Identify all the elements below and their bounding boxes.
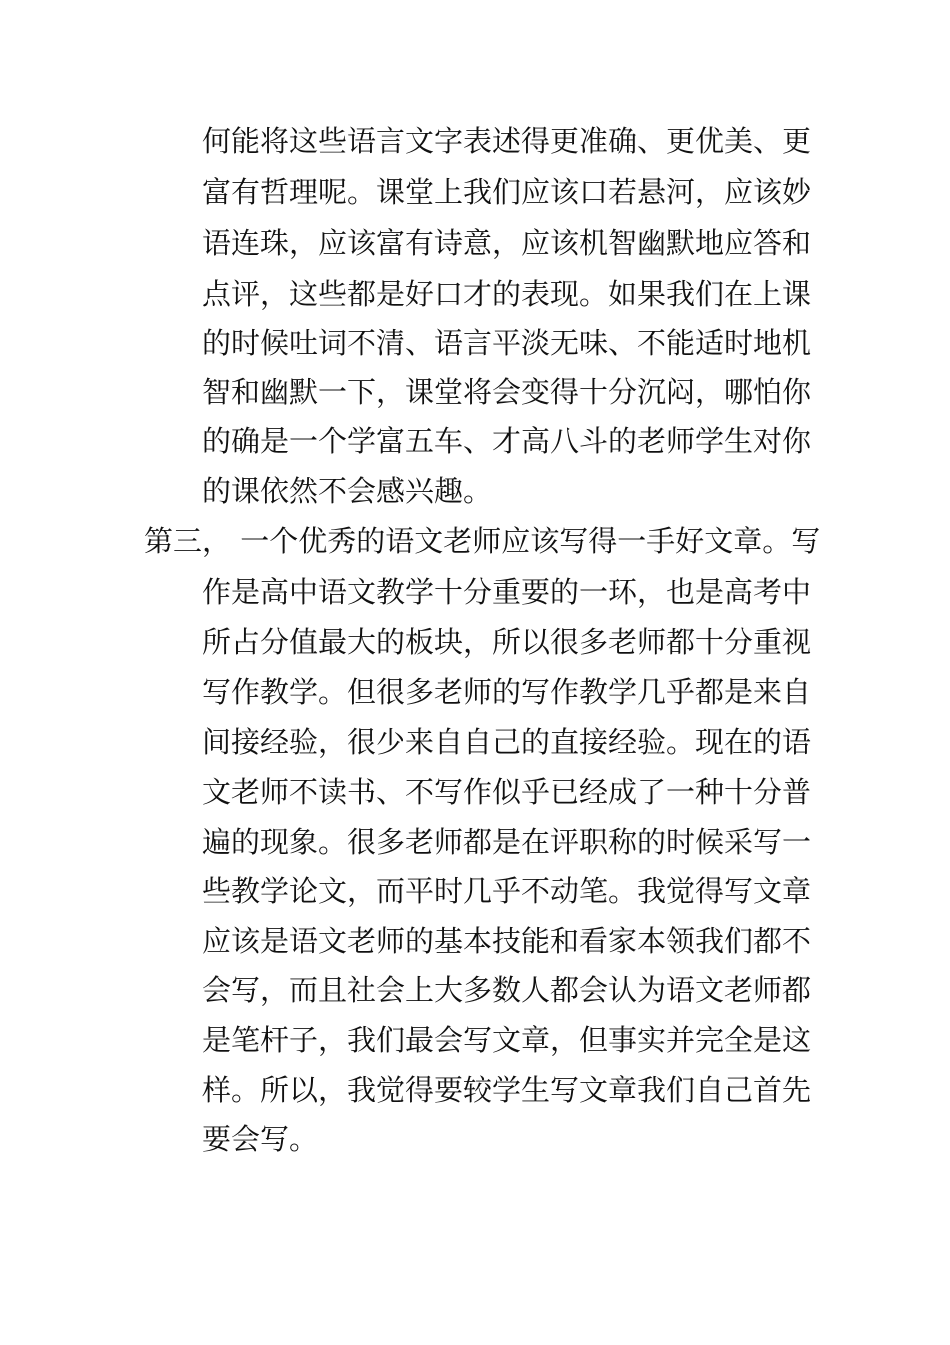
paragraph-2-line-3: 所占分值最大的板块，所以很多老师都十分重视 [202, 625, 812, 659]
paragraph-1-line-3: 语连珠，应该富有诗意，应该机智幽默地应答和 [202, 226, 812, 260]
paragraph-2-line-8: 些教学论文，而平时几乎不动笔。我觉得写文章 [202, 874, 812, 908]
paragraph-2-line-9: 应该是语文老师的基本技能和看家本领我们都不 [202, 924, 812, 958]
paragraph-1-line-7: 的确是一个学富五车、才高八斗的老师学生对你 [202, 424, 812, 458]
paragraph-2-line-4: 写作教学。但很多老师的写作教学几乎都是来自 [202, 675, 812, 709]
paragraph-2-line-7: 遍的现象。很多老师都是在评职称的时候采写一 [202, 825, 812, 859]
paragraph-2-line-6: 文老师不读书、不写作似乎已经成了一种十分普 [202, 775, 812, 809]
paragraph-2-line-12: 样。所以，我觉得要较学生写文章我们自己首先 [202, 1073, 812, 1107]
paragraph-2-line-13: 要会写。 [202, 1122, 319, 1156]
paragraph-2-line-10: 会写，而且社会上大多数人都会认为语文老师都 [202, 973, 812, 1007]
paragraph-1-line-2: 富有哲理呢。课堂上我们应该口若悬河，应该妙 [202, 175, 812, 209]
paragraph-2-line-11: 是笔杆子，我们最会写文章，但事实并完全是这 [202, 1023, 812, 1057]
paragraph-1-line-1: 何能将这些语言文字表述得更准确、更优美、更 [202, 124, 812, 158]
paragraph-2-first-line: 第三， 一个优秀的语文老师应该写得一手好文章。写 [144, 524, 821, 558]
paragraph-1-line-4: 点评，这些都是好口才的表现。如果我们在上课 [202, 277, 812, 311]
paragraph-2-line-2: 作是高中语文教学十分重要的一环，也是高考中 [202, 575, 812, 609]
paragraph-2-line-5: 间接经验，很少来自自己的直接经验。现在的语 [202, 725, 812, 759]
paragraph-1-line-5: 的时候吐词不清、语言平淡无味、不能适时地机 [202, 326, 812, 360]
paragraph-1-line-6: 智和幽默一下，课堂将会变得十分沉闷，哪怕你 [202, 375, 812, 409]
paragraph-1-line-8: 的课依然不会感兴趣。 [202, 474, 493, 508]
